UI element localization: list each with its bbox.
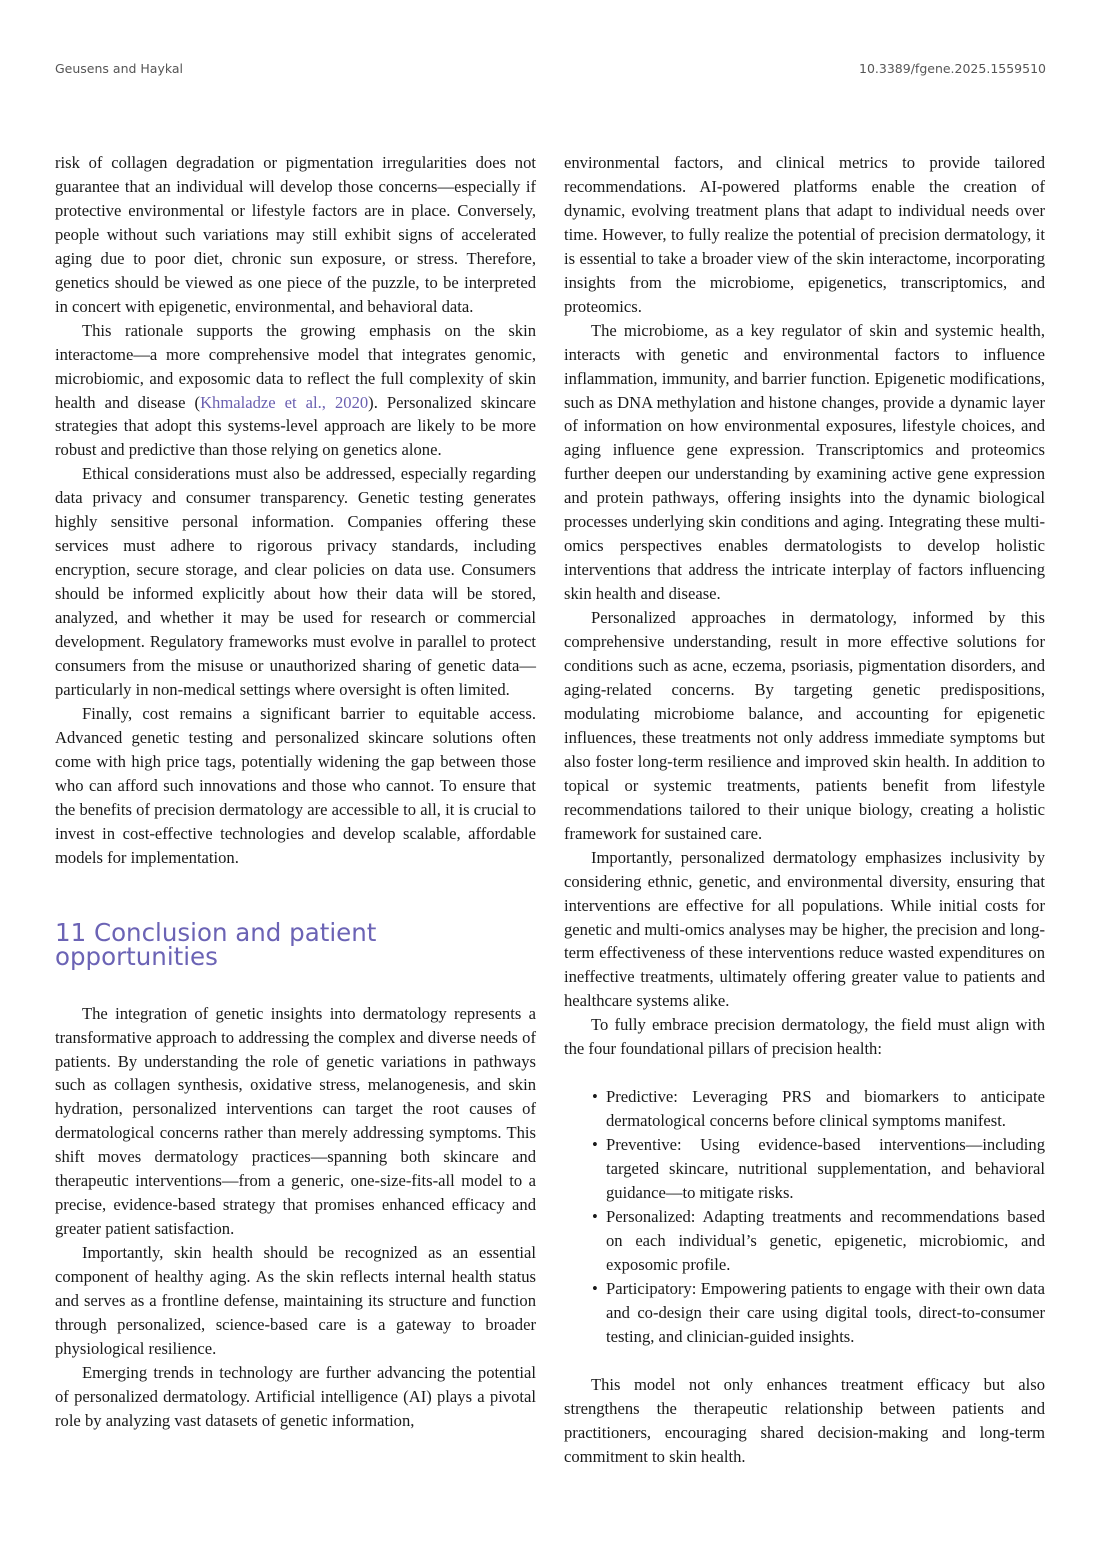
citation-link-khmaladze-2020[interactable]: Khmaladze et al., 2020 — [200, 392, 369, 412]
paragraph: The integration of genetic insights into dermatology represents a transformative approach to addressing the complex and diverse needs of patients. By understanding the role of genetic variations in pathways such as collagen synthesis, oxidative stress, melanogenesis, and skin hydration, personalized interventions can target the root causes of dermatological concerns rather than merely addressing symptoms. This shift moves dermatology practices—spanning both skincare and therapeutic interventions—from a generic, one-size-fits-all model to a precise, evidence-based strategy that promises enhanced efficacy and greater patient satisfaction. — [55, 1003, 536, 1239]
right-column — [564, 151, 1045, 1469]
list-item-text: Participatory: Empowering patients to engage with their own data and co-design their care using digital tools, direct-to-consumer testing, and clinician-guided insights. — [606, 1278, 1045, 1346]
bullet-icon: • — [592, 1206, 598, 1226]
list-item-text: Preventive: Using evidence-based interventions—including targeted skincare, nutritional supplementation, and behavioral guidance—to mitigate risks. — [606, 1135, 1045, 1203]
list-item-participatory — [592, 1277, 1045, 1349]
list-item-preventive — [592, 1133, 1045, 1205]
paragraph: This model not only enhances treatment efficacy but also strengthens the therapeutic relationship between patients and practitioners, encouraging shared decision-making and long-term commitment to skin health. — [564, 1374, 1045, 1466]
paragraph-text: ). Personalized skincare strategies that adopt this systems-level approach are likely to be more robust and predictive than those relying on genetics alone. — [55, 392, 536, 460]
paragraph: environmental factors, and clinical metrics to provide tailored recommendations. AI-powered platforms enable the creation of dynamic, evolving treatment plans that adapt to individual needs over time. However, to fully realize the potential of precision dermatology, it is essential to take a broader view of the skin interactome, incorporating insights from the microbiome, epigenetics, transcriptomics, and proteomics. — [564, 153, 1045, 316]
running-header-authors: Geusens and Haykal — [55, 61, 184, 76]
section-heading-line: opportunities — [55, 941, 218, 971]
paragraph — [55, 319, 536, 463]
bullet-icon: • — [592, 1135, 598, 1155]
bullet-icon: • — [592, 1278, 598, 1298]
list-item-text: Personalized: Adapting treatments and recommendations based on each individual’s genetic, epigenetic, microbiomic, and exposomic profile. — [606, 1206, 1045, 1274]
paragraph: Emerging trends in technology are further advancing the potential of personalized dermatology. Artificial intelligence (AI) plays a pivotal role by analyzing vast datasets of genetic information, — [55, 1362, 536, 1430]
left-column — [55, 151, 536, 1433]
pillars-list — [564, 1085, 1045, 1348]
paragraph: Importantly, skin health should be recognized as an essential component of healthy aging. As the skin reflects internal health status and serves as a frontline defense, maintaining its structure and function through personalized, science-based care is a gateway to broader physiological resilience. — [55, 1243, 536, 1358]
paragraph: To fully embrace precision dermatology, the field must align with the four foundational pillars of precision health: — [564, 1015, 1045, 1059]
paragraph: Finally, cost remains a significant barrier to equitable access. Advanced genetic testing and personalized skincare solutions often come with high price tags, potentially widening the gap between those who can afford such innovations and those who cannot. To ensure that the benefits of precision dermatology are accessible to all, it is crucial to invest in cost-effective technologies and develop scalable, affordable models for implementation. — [55, 703, 536, 867]
running-header-doi: 10.3389/fgene.2025.1559510 — [859, 61, 1046, 76]
running-header — [55, 61, 1046, 79]
section-heading — [55, 917, 536, 971]
paragraph-text: This rationale supports the growing emphasis on the skin interactome—a more comprehensive model that integrates genomic, microbiomic, and exposomic data to reflect the full complexity of skin health and disease ( — [55, 320, 536, 412]
paragraph: Personalized approaches in dermatology, informed by this comprehensive understanding, result in more effective solutions for conditions such as acne, eczema, psoriasis, pigmentation disorders, and aging-related concerns. By targeting genetic predispositions, modulating microbiome balance, and accounting for epigenetic influences, these treatments not only address immediate symptoms but also foster long-term resilience and improved skin health. In addition to topical or systemic treatments, patients benefit from lifestyle recommendations tailored to their unique biology, creating a holistic framework for sustained care. — [564, 608, 1045, 843]
paragraph: Importantly, personalized dermatology emphasizes inclusivity by considering ethnic, genetic, and environmental diversity, ensuring that interventions are effective for all populations. While initial costs for genetic and multi-omics analyses may be higher, the precision and long-term effectiveness of these interventions reduce wasted expenditures on ineffective treatments, ultimately offering greater value to patients and healthcare systems alike. — [564, 847, 1045, 1011]
bullet-icon: • — [592, 1087, 598, 1107]
paragraph: risk of collagen degradation or pigmentation irregularities does not guarantee that an individual will develop those concerns—especially if protective environmental or lifestyle factors are in place. Conversely, people without such variations may still exhibit signs of accelerated aging due to poor diet, chronic sun exposure, or stress. Therefore, genetics should be viewed as one piece of the puzzle, to be interpreted in concert with epigenetic, environmental, and behavioral data. — [55, 153, 536, 316]
section-heading-line: 11 Conclusion and patient — [55, 917, 377, 947]
list-item-personalized — [592, 1205, 1045, 1277]
paragraph: The microbiome, as a key regulator of skin and systemic health, interacts with genetic and environmental factors to influence inflammation, immunity, and barrier function. Epigenetic modifications, such as DNA methylation and histone changes, provide a dynamic layer of information on how environmental exposures, lifestyle choices, and aging influence gene expression. Transcriptomics and proteomics further deepen our understanding by examining active gene expression and protein pathways, offering insights into the dynamic biological processes underlying skin conditions and aging. Integrating these multi-omics perspectives enables dermatologists to develop holistic interventions that address the intricate interplay of factors influencing skin health and disease. — [564, 320, 1045, 604]
list-item-text: Predictive: Leveraging PRS and biomarkers to anticipate dermatological concerns before clinical symptoms manifest. — [606, 1087, 1045, 1131]
paragraph: Ethical considerations must also be addressed, especially regarding data privacy and consumer transparency. Genetic testing generates highly sensitive personal information. Companies offering these services must adhere to rigorous privacy standards, including encryption, secure storage, and clear policies on data use. Consumers should be informed explicitly about how their data will be stored, analyzed, and whether it may be used for research or commercial development. Regulatory frameworks must evolve in parallel to protect consumers from the misuse or unauthorized sharing of genetic data—particularly in non-medical settings where oversight is often limited. — [55, 464, 536, 699]
list-item-predictive — [592, 1085, 1045, 1133]
